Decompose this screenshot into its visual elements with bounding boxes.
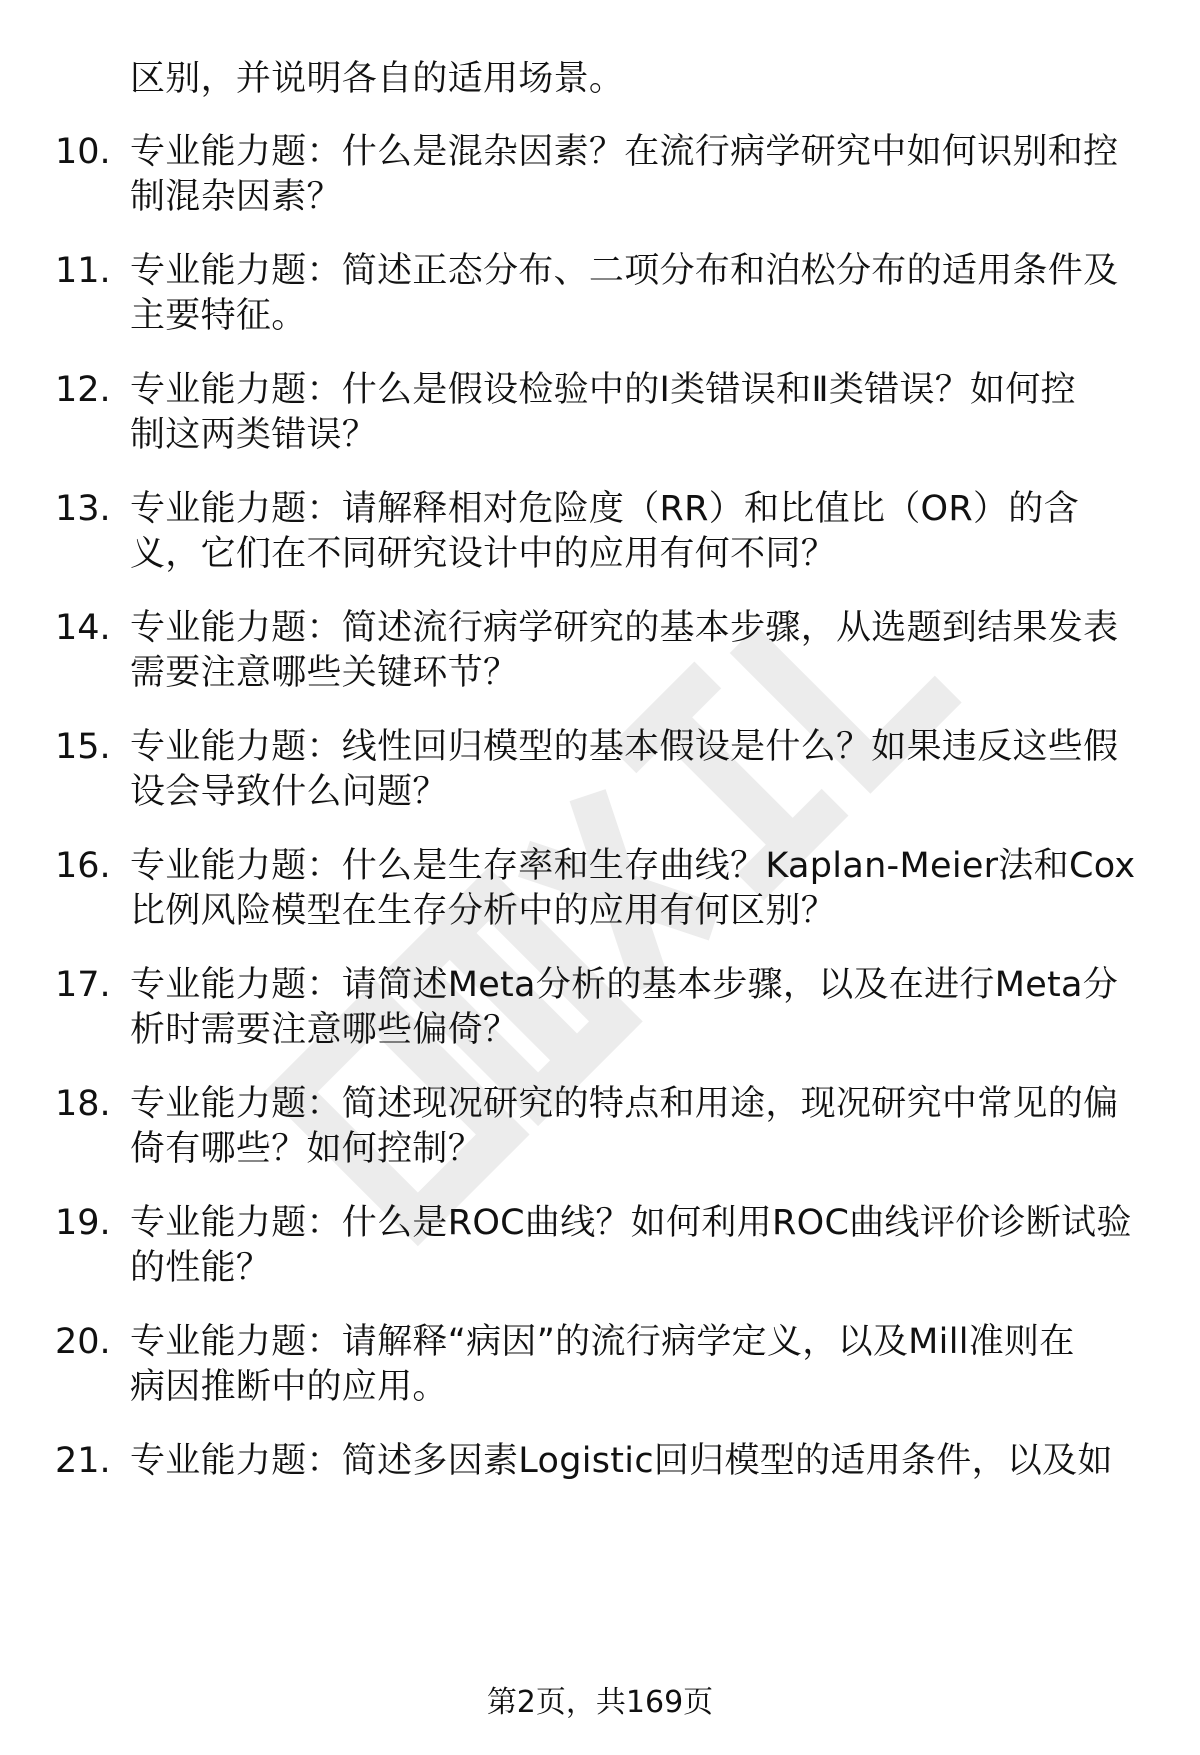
question-text-line: 专业能力题：请简述Meta分析的基本步骤，以及在进行Meta分 <box>130 965 1119 1005</box>
question-text-line: 倚有哪些？如何控制？ <box>130 1129 484 1169</box>
question-text-line: 设会导致什么问题？ <box>130 772 448 812</box>
question-text-line: 的性能？ <box>130 1248 272 1288</box>
question-text-line: 专业能力题：请解释“病因”的流行病学定义，以及Mill准则在 <box>130 1322 1075 1362</box>
question-number: 16. <box>55 846 111 886</box>
question-number: 20. <box>55 1322 111 1362</box>
question-text-line: 析时需要注意哪些偏倚？ <box>130 1010 519 1050</box>
question-number: 19. <box>55 1203 111 1243</box>
question-number: 17. <box>55 965 111 1005</box>
question-number: 12. <box>55 370 111 410</box>
question-text-line: 比例风险模型在生存分析中的应用有何区别？ <box>130 891 837 931</box>
question-text-line: 专业能力题：简述现况研究的特点和用途，现况研究中常见的偏 <box>130 1084 1119 1124</box>
question-number: 21. <box>55 1441 111 1481</box>
question-text-line: 专业能力题：简述正态分布、二项分布和泊松分布的适用条件及 <box>130 251 1119 291</box>
question-number: 14. <box>55 608 111 648</box>
question-text-line: 专业能力题：什么是生存率和生存曲线？Kaplan-Meier法和Cox <box>130 846 1136 886</box>
question-text-line: 需要注意哪些关键环节？ <box>130 653 519 693</box>
question-text-line: 专业能力题：什么是假设检验中的Ⅰ类错误和Ⅱ类错误？如何控 <box>130 370 1076 410</box>
question-number: 15. <box>55 727 111 767</box>
question-text-line: 病因推断中的应用。 <box>130 1367 448 1407</box>
question-text-line: 制这两类错误？ <box>130 415 378 455</box>
question-number: 18. <box>55 1084 111 1124</box>
page-footer: 第2页，共169页 <box>486 1685 714 1720</box>
question-text-line: 专业能力题：简述多因素Logistic回归模型的适用条件，以及如 <box>130 1441 1113 1481</box>
question-number: 10. <box>55 132 111 172</box>
intro-line: 区别，并说明各自的适用场景。 <box>130 59 625 99</box>
question-text-line: 专业能力题：请解释相对危险度（RR）和比值比（OR）的含 <box>130 489 1079 529</box>
question-text-line: 专业能力题：什么是混杂因素？在流行病学研究中如何识别和控 <box>130 132 1119 172</box>
question-number: 13. <box>55 489 111 529</box>
question-text-line: 制混杂因素？ <box>130 177 342 217</box>
question-text-line: 专业能力题：线性回归模型的基本假设是什么？如果违反这些假 <box>130 727 1119 767</box>
question-text-line: 专业能力题：什么是ROC曲线？如何利用ROC曲线评价诊断试验 <box>130 1203 1132 1243</box>
question-text-line: 义，它们在不同研究设计中的应用有何不同？ <box>130 534 837 574</box>
question-text-line: 主要特征。 <box>130 296 307 336</box>
question-number: 11. <box>55 251 111 291</box>
question-text-line: 专业能力题：简述流行病学研究的基本步骤，从选题到结果发表 <box>130 608 1119 648</box>
